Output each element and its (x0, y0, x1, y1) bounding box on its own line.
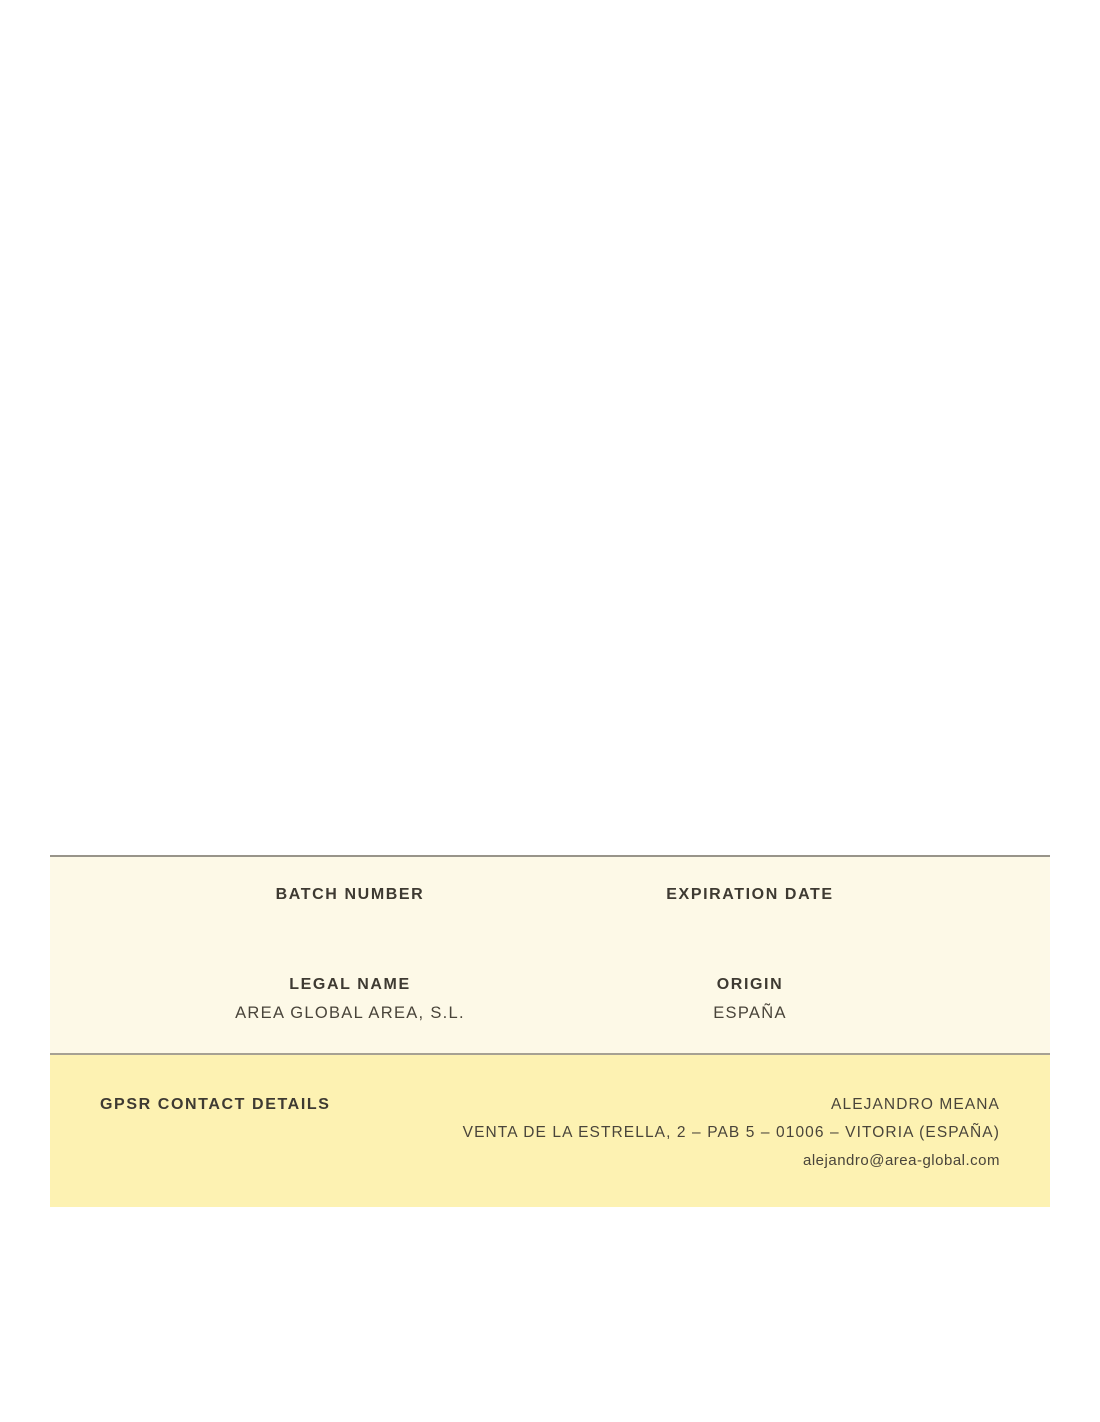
gpsr-contact-info (463, 1091, 1000, 1175)
gpsr-contact-section (50, 1053, 1050, 1207)
legal-name-value: AREA GLOBAL AREA, S.L. (235, 1004, 465, 1022)
origin-value: ESPAÑA (713, 1004, 787, 1022)
expiration-date-label: EXPIRATION DATE (666, 886, 834, 903)
batch-number-label: BATCH NUMBER (275, 886, 425, 903)
expiration-date-value (550, 905, 950, 975)
attributes-label-row-2 (150, 975, 950, 995)
batch-number-value (150, 905, 550, 975)
attributes-value-row-1 (150, 905, 950, 975)
legal-name-label: LEGAL NAME (289, 976, 411, 993)
attributes-label-row-1 (150, 885, 950, 905)
gpsr-contact-name: ALEJANDRO MEANA (831, 1096, 1000, 1113)
origin-label: ORIGIN (716, 976, 784, 993)
gpsr-contact-details-label: GPSR CONTACT DETAILS (100, 1096, 331, 1113)
gpsr-contact-email: alejandro@area-global.com (803, 1152, 1000, 1169)
gpsr-contact-address: VENTA DE LA ESTRELLA, 2 – PAB 5 – 01006 – VITORIA (ESPAÑA) (462, 1124, 1000, 1141)
product-info-panel (50, 855, 1050, 1207)
attributes-value-row-2 (150, 1003, 950, 1023)
product-attributes-section (50, 855, 1050, 1053)
